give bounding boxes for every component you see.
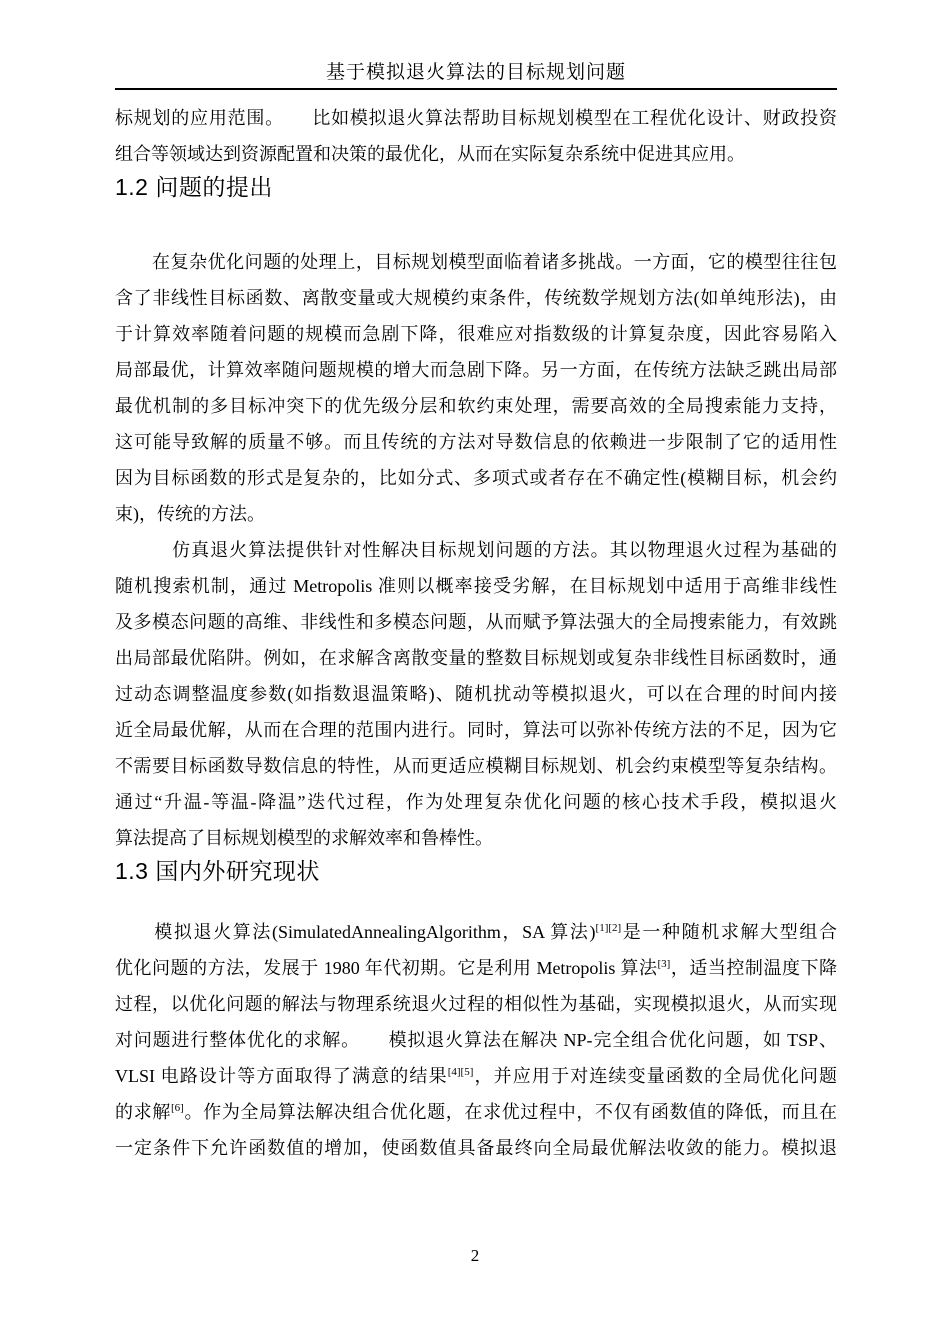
text-segment: 出局部最优陷阱。例如，在求解含离散变量的整数目标规划或复杂非线性目标函数时，通 xyxy=(115,648,837,668)
text-segment: 随机搜索机制，通过 Metropolis 准则以概率接受劣解，在目标规划中适用于高维非线性 xyxy=(115,576,837,596)
text-segment: 是一种随机求解大型组合 xyxy=(621,922,837,942)
text-line xyxy=(115,1130,837,1166)
text-line xyxy=(115,1022,837,1058)
text-line xyxy=(115,784,837,820)
text-segment: 标规划的应用范围。 比如模拟退火算法帮助目标规划模型在工程优化设计、财政投资 xyxy=(115,108,837,128)
text-line xyxy=(115,604,837,640)
text-segment: 。作为全局算法解决组合优化题，在求优过程中，不仅有函数值的降低，而且在 xyxy=(183,1102,838,1122)
text-segment: VLSI 电路设计等方面取得了满意的结果 xyxy=(115,1066,448,1086)
paragraph-gp-challenges xyxy=(115,244,837,532)
text-line xyxy=(115,496,837,532)
text-segment: 对问题进行整体优化的求解。 模拟退火算法在解决 NP-完全组合优化问题，如 TSP、 xyxy=(115,1030,837,1050)
text-line xyxy=(115,914,837,950)
running-header-title: 基于模拟退火算法的目标规划问题 xyxy=(325,62,626,83)
text-segment: 于计算效率随着问题的规模而急剧下降，很难应对指数级的计算复杂度，因此容易陷入 xyxy=(115,324,837,344)
text-line xyxy=(115,820,837,856)
text-line xyxy=(115,316,837,352)
text-line xyxy=(115,1058,837,1094)
text-segment: 算法提高了目标规划模型的求解效率和鲁棒性。 xyxy=(115,828,493,848)
text-segment: 含了非线性目标函数、离散变量或大规模约束条件，传统数学规划方法(如单纯形法)，由 xyxy=(115,288,837,308)
text-segment: 过程，以优化问题的解法与物理系统退火过程的相似性为基础，实现模拟退火，从而实现 xyxy=(115,994,837,1014)
text-segment: ，适当控制温度下降 xyxy=(670,958,837,978)
text-line xyxy=(115,244,837,280)
text-segment: 过动态调整温度参数(如指数退温策略)、随机扰动等模拟退火，可以在合理的时间内接 xyxy=(115,684,837,704)
text-line xyxy=(115,676,837,712)
text-segment: 模拟退火算法(SimulatedAnnealingAlgorithm，SA 算法) xyxy=(115,922,596,942)
text-line xyxy=(115,352,837,388)
text-line xyxy=(115,532,837,568)
text-segment: 优化问题的方法，发展于 1980 年代初期。它是利用 Metropolis 算法 xyxy=(115,958,658,978)
text-line xyxy=(115,136,837,172)
text-line xyxy=(115,640,837,676)
text-segment: ，并应用于对连续变量函数的全局优化问题 xyxy=(473,1066,838,1086)
citation-superscript: [1][2] xyxy=(595,922,622,934)
text-segment: 通过“升温-等温-降温”迭代过程，作为处理复杂优化问题的核心技术手段，模拟退火 xyxy=(115,792,837,812)
section-heading-1-3: 1.3 国内外研究现状 xyxy=(115,858,320,884)
text-line xyxy=(115,950,837,986)
text-line xyxy=(115,424,837,460)
text-segment: 一定条件下允许函数值的增加，使函数值具备最终向全局最优解法收敛的能力。模拟退 xyxy=(115,1138,837,1158)
citation-superscript: [6] xyxy=(171,1102,184,1114)
paragraph-sa-approach xyxy=(115,532,837,856)
section-heading-1-2: 1.2 问题的提出 xyxy=(115,174,273,200)
text-segment: 束)，传统的方法。 xyxy=(115,504,265,524)
text-segment: 局部最优，计算效率随问题规模的增大而急剧下降。另一方面，在传统方法缺乏跳出局部 xyxy=(115,360,837,380)
running-header xyxy=(115,0,837,90)
citation-superscript: [3] xyxy=(657,958,671,970)
page-number: 2 xyxy=(470,1246,480,1265)
text-segment: 组合等领域达到资源配置和决策的最优化，从而在实际复杂系统中促进其应用。 xyxy=(115,144,745,164)
text-segment: 不需要目标函数导数信息的特性，从而更适应模糊目标规划、机会约束模型等复杂结构。 xyxy=(115,756,837,776)
text-line xyxy=(115,100,837,136)
page-footer xyxy=(0,1246,950,1266)
text-segment: 及多模态问题的高维、非线性和多模态问题，从而赋予算法强大的全局搜索能力，有效跳 xyxy=(115,612,837,632)
text-line xyxy=(115,986,837,1022)
text-line xyxy=(115,568,837,604)
text-segment: 在复杂优化问题的处理上，目标规划模型面临着诸多挑战。一方面，它的模型往往包 xyxy=(115,252,837,272)
intro-paragraph xyxy=(115,100,837,172)
text-line xyxy=(115,1094,837,1130)
text-line xyxy=(115,748,837,784)
paragraph-research-status xyxy=(115,914,837,1166)
text-segment: 这可能导致解的质量不够。而且传统的方法对导数信息的依赖进一步限制了它的适用性 xyxy=(115,432,837,452)
text-segment: 因为目标函数的形式是复杂的，比如分式、多项式或者存在不确定性(模糊目标，机会约 xyxy=(115,468,837,488)
text-segment: 最优机制的多目标冲突下的优先级分层和软约束处理，需要高效的全局搜索能力支持， xyxy=(115,396,837,416)
text-line xyxy=(115,460,837,496)
text-line xyxy=(115,712,837,748)
text-segment: 的求解 xyxy=(115,1102,171,1122)
page-body xyxy=(115,100,837,1166)
text-line xyxy=(115,280,837,316)
text-segment: 仿真退火算法提供针对性解决目标规划问题的方法。其以物理退火过程为基础的 xyxy=(115,540,837,560)
text-line xyxy=(115,388,837,424)
text-segment: 近全局最优解，从而在合理的范围内进行。同时，算法可以弥补传统方法的不足，因为它 xyxy=(115,720,837,740)
citation-superscript: [4][5] xyxy=(447,1066,474,1078)
